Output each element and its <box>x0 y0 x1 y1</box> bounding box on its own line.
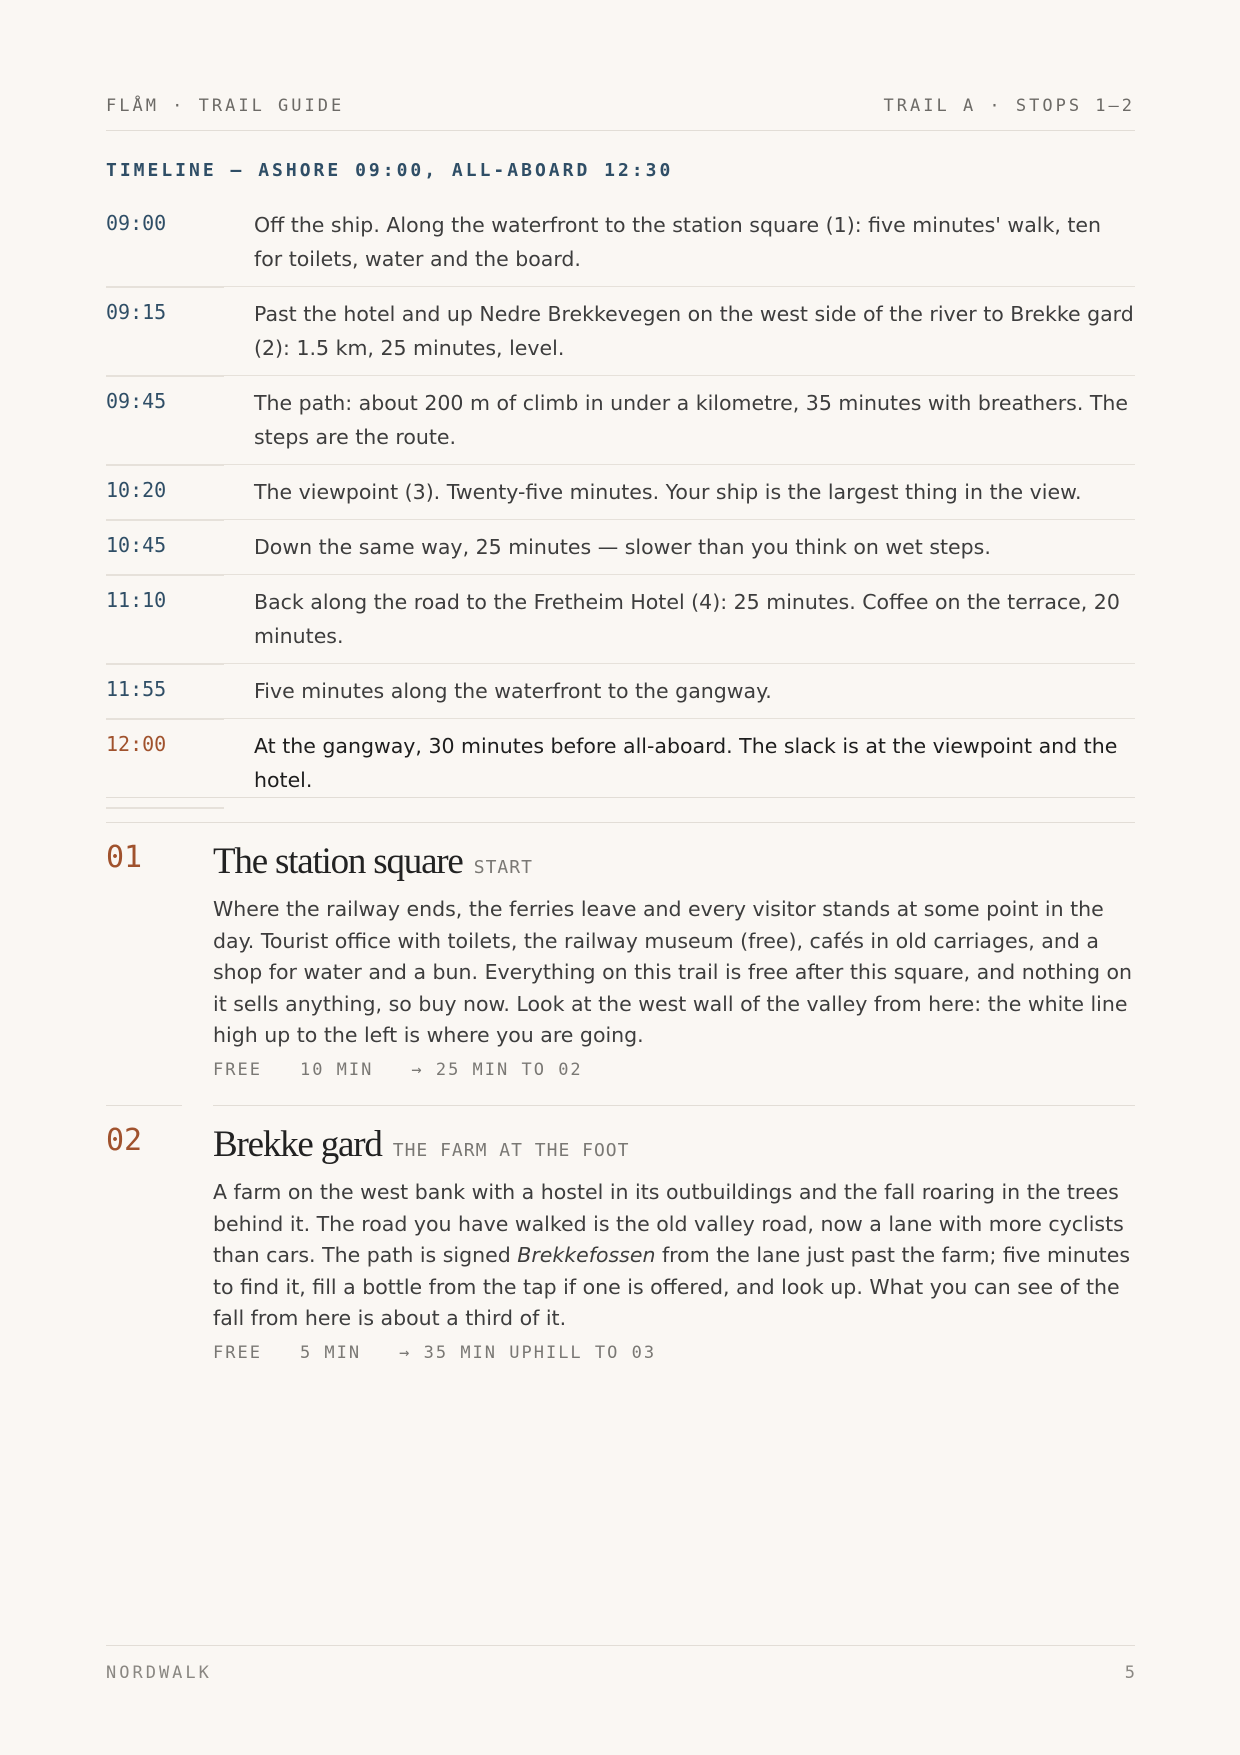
timeline-time: 12:00 <box>106 732 167 756</box>
timeline-row <box>106 465 1135 520</box>
timeline-text: Down the same way, 25 minutes — slower than you think on wet steps. <box>254 535 991 559</box>
stop-text-part: A farm on the west bank with a hostel in its outbuildings and the fall roaring in the trees behind it. The road you have walked is the old valley road, now a lane with more cyclists than cars. The path is signed <box>213 1180 1124 1267</box>
page-footer <box>106 1645 1135 1683</box>
timeline-text: Five minutes along the waterfront to the gangway. <box>254 679 772 703</box>
timeline-row <box>106 664 1135 719</box>
timeline-time: 09:00 <box>106 211 167 235</box>
timeline-time: 11:55 <box>106 677 167 701</box>
stop-number: 02 <box>106 1123 143 1158</box>
stop-body <box>213 1123 1135 1363</box>
stop-text-emphasis: Brekkefossen <box>517 1243 656 1267</box>
stop-divider <box>213 1105 1135 1106</box>
timeline-text: Past the hotel and up Nedre Brekkevegen on the west side of the river to Brekke gard (2): 1.5 km, 25 minutes, level. <box>254 302 1134 360</box>
timeline-row <box>106 287 1135 376</box>
stop-meta <box>213 1060 1135 1080</box>
header-trail-label: TRAIL A · STOPS 1–2 <box>883 96 1135 116</box>
stop-heading <box>213 840 1135 888</box>
stop-description <box>213 1177 1135 1335</box>
timeline <box>106 198 1135 807</box>
timeline-text: The viewpoint (3). Twenty-five minutes. Your ship is the largest thing in the view. <box>254 480 1082 504</box>
stop-next: → 25 MIN TO 02 <box>411 1059 583 1080</box>
timeline-time: 10:45 <box>106 533 167 557</box>
header-section-title: FLÅM · TRAIL GUIDE <box>106 96 345 116</box>
stop-duration: 5 MIN <box>299 1342 362 1363</box>
timeline-row <box>106 520 1135 575</box>
timeline-text: The path: about 200 m of climb in under a kilometre, 35 minutes with breathers. The steps are the route. <box>254 391 1128 449</box>
stop-cost: FREE <box>213 1342 262 1363</box>
timeline-text: Off the ship. Along the waterfront to the station square (1): five minutes' walk, ten for toilets, water and the board. <box>254 213 1101 271</box>
timeline-row <box>106 198 1135 287</box>
stop-cost: FREE <box>213 1059 262 1080</box>
stop-number: 01 <box>106 840 143 875</box>
section-divider <box>106 822 1135 823</box>
timeline-row <box>106 575 1135 664</box>
stop-title: The station square <box>213 841 463 882</box>
stop-title: Brekke gard <box>213 1124 382 1165</box>
timeline-text: Back along the road to the Fretheim Hotel (4): 25 minutes. Coffee on the terrace, 20 minutes. <box>254 590 1120 648</box>
stop-heading <box>213 1123 1135 1171</box>
timeline-row-final <box>106 719 1135 807</box>
page-number: 5 <box>1124 1663 1135 1683</box>
stop-body <box>213 840 1135 1080</box>
timeline-time: 09:15 <box>106 300 167 324</box>
stop-meta <box>213 1343 1135 1363</box>
section-divider <box>106 797 1135 798</box>
stop-divider <box>106 1105 182 1106</box>
stop-description: Where the railway ends, the ferries leave and every visitor stands at some point in the day. Tourist office with toilets, the railway museum (free), cafés in old carriages, and a shop for water and a bun. Everything on this trail is free after this square, and nothing on it sells anything, so buy now. Look at the west wall of the valley from here: the white line high up to the left is where you are going. <box>213 897 1133 1047</box>
timeline-row <box>106 376 1135 465</box>
guide-page <box>106 0 1135 1755</box>
footer-brand: NORDWALK <box>106 1663 212 1683</box>
stop-next: → 35 MIN UPHILL TO 03 <box>399 1342 657 1363</box>
stop-tag: START <box>473 857 533 878</box>
timeline-time: 10:20 <box>106 478 167 502</box>
timeline-time: 11:10 <box>106 588 167 612</box>
stop-tag: THE FARM AT THE FOOT <box>392 1140 630 1161</box>
timeline-title: TIMELINE — ASHORE 09:00, ALL-ABOARD 12:30 <box>106 160 674 181</box>
page-header <box>106 96 1135 131</box>
stop-duration: 10 MIN <box>299 1059 374 1080</box>
timeline-time: 09:45 <box>106 389 167 413</box>
timeline-text: At the gangway, 30 minutes before all-aboard. The slack is at the viewpoint and the hotel. <box>254 734 1118 792</box>
stop-text-part: from the lane just past the farm; five minutes to find it, fill a bottle from the tap if one is offered, and look up. What you can see of the fall from here is about a third of it. <box>213 1243 1131 1330</box>
